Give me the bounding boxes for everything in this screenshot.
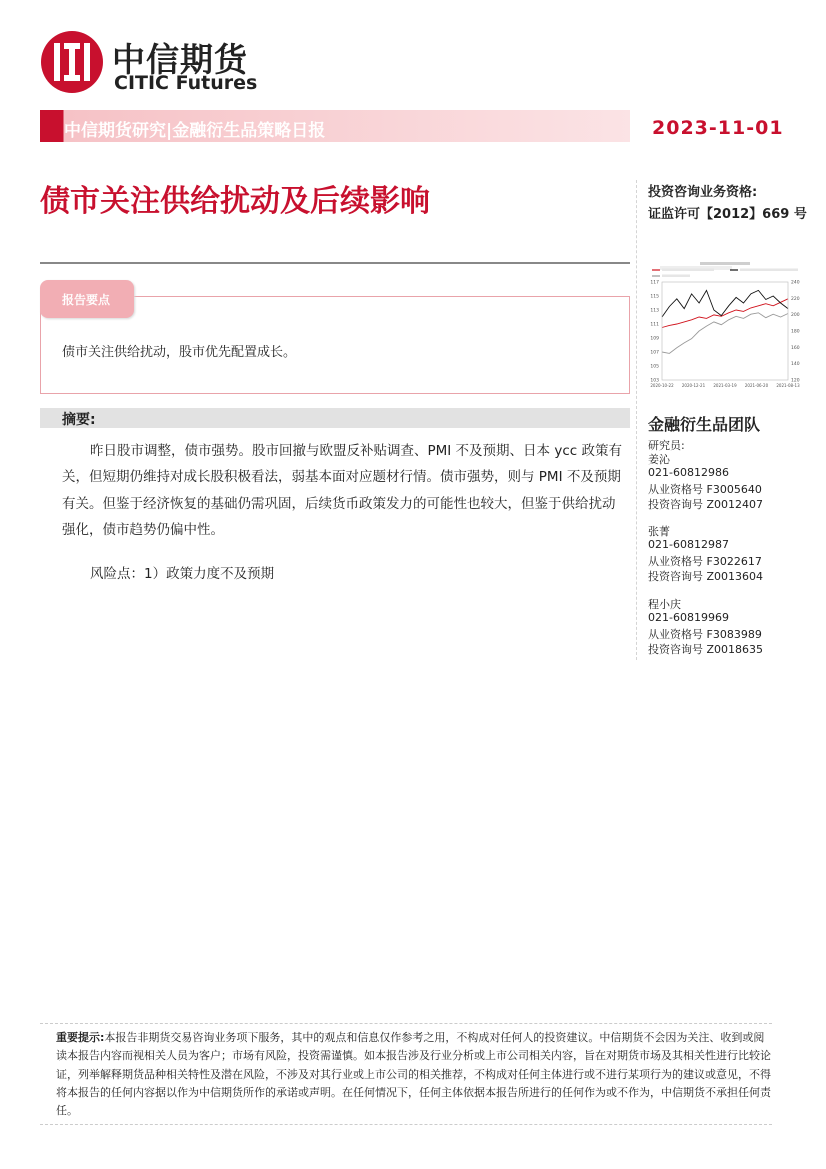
x-tick-label: 2021-03-19 <box>713 383 737 388</box>
y-left-tick-label: 107 <box>650 350 659 356</box>
document-title: 债市关注供给扰动及后续影响 <box>40 184 430 219</box>
cover-chart <box>640 262 810 394</box>
header-accent-bar <box>40 110 58 142</box>
member-advisory: 投资咨询号 Z0012407 <box>648 498 764 511</box>
risk-note: 风险点：1）政策力度不及预期 <box>90 566 275 582</box>
disclaimer-label: 重要提示: <box>56 1031 105 1044</box>
summary-tag-label: 报告要点 <box>62 293 111 307</box>
summary-text: 债市关注供给扰动，股市优先配置成长。 <box>62 345 297 360</box>
y-left-tick-label: 117 <box>650 280 659 286</box>
chart-svg <box>640 262 810 394</box>
abstract-label: 摘要: <box>62 412 96 428</box>
y-right-tick-label: 140 <box>791 362 800 368</box>
y-left-tick-label: 103 <box>650 378 659 384</box>
abstract-body: 昨日股市调整，债市强势。股市回撤与欧盟反补贴调查、PMI 不及预期、日本 ycc 政策有关，但短期仍维持对成长股积极看法，弱基本面对应题材行情。债市强势，则与 PMI 不及预期有关。但鉴于经济恢复的基础仍需巩固，后续货币政策发力的可能性也较大，但鉴于供给扰动强化，债市趋势仍偏中性。 <box>62 443 622 539</box>
y-right-tick-label: 120 <box>791 378 800 384</box>
citic-logo-icon <box>40 30 104 94</box>
x-tick-label: 2021-06-20 <box>744 383 769 388</box>
y-right-tick-label: 180 <box>791 329 800 335</box>
y-left-tick-label: 105 <box>650 364 659 370</box>
brand-name-en: CITIC Futures <box>114 72 258 94</box>
y-left-tick-label: 109 <box>650 336 659 342</box>
x-tick-label: 2020-10-22 <box>650 383 674 388</box>
disclaimer-rule-bottom <box>40 1124 772 1125</box>
member-license: 从业资格号 F3083989 <box>648 628 762 641</box>
qualification-license: 证监许可【2012】669 号 <box>648 207 807 222</box>
report-series-title: 中信期货研究|金融衍生品策略日报 <box>64 121 326 141</box>
y-right-tick-label: 200 <box>791 313 800 319</box>
x-tick-label: 2021-08-13 <box>776 383 800 388</box>
member-advisory: 投资咨询号 Z0018635 <box>648 643 764 656</box>
y-left-tick-label: 111 <box>650 322 659 328</box>
member-phone: 021-60819969 <box>648 611 729 624</box>
y-left-tick-label: 113 <box>650 308 659 314</box>
member-name: 姜沁 <box>648 453 670 466</box>
member-phone: 021-60812987 <box>648 538 729 551</box>
member-name: 张菁 <box>648 525 670 538</box>
title-rule <box>40 262 630 264</box>
member-license: 从业资格号 F3005640 <box>648 483 762 496</box>
member-phone: 021-60812986 <box>648 466 729 479</box>
disclaimer-rule-top <box>40 1023 772 1024</box>
x-tick-label: 2020-12-21 <box>681 383 706 388</box>
y-left-tick-label: 115 <box>650 294 659 300</box>
disclaimer-text: 本报告非期货交易咨询业务项下服务，其中的观点和信息仅作参考之用，不构成对任何人的投资建议。中信期货不会因为关注、收到或阅读本报告内容而视相关人员为客户；市场有风险，投资需谨慎。如本报告涉及行业分析或上市公司相关内容，旨在对期货市场及其相关性进行比较论证，列举解释期货品种相关特性及潜在风险，不涉及对其行业或上市公司的相关推荐，不构成对任何主体进行或不进行某项行为的建议或意见，不得将本报告的任何内容据以作为中信期货所作的承诺或声明。在任何情况下，任何主体依据本报告所进行的任何作为或不作为，中信期货不承担任何责任。 <box>56 1031 771 1118</box>
brand-name-cn: 中信期货 <box>112 40 248 79</box>
y-right-tick-label: 240 <box>791 280 800 286</box>
member-advisory: 投资咨询号 Z0013604 <box>648 570 764 583</box>
team-title: 金融衍生品团队 <box>648 415 761 434</box>
abstract-band <box>40 408 630 428</box>
y-right-tick-label: 220 <box>791 296 800 302</box>
disclaimer <box>56 1029 774 1120</box>
member-name: 程小庆 <box>648 598 681 611</box>
y-right-tick-label: 160 <box>791 345 800 351</box>
report-date: 2023-11-01 <box>652 117 784 139</box>
member-license: 从业资格号 F3022617 <box>648 555 762 568</box>
team-role: 研究员: <box>648 439 685 452</box>
qualification-label: 投资咨询业务资格: <box>648 185 758 200</box>
column-divider <box>636 180 637 660</box>
